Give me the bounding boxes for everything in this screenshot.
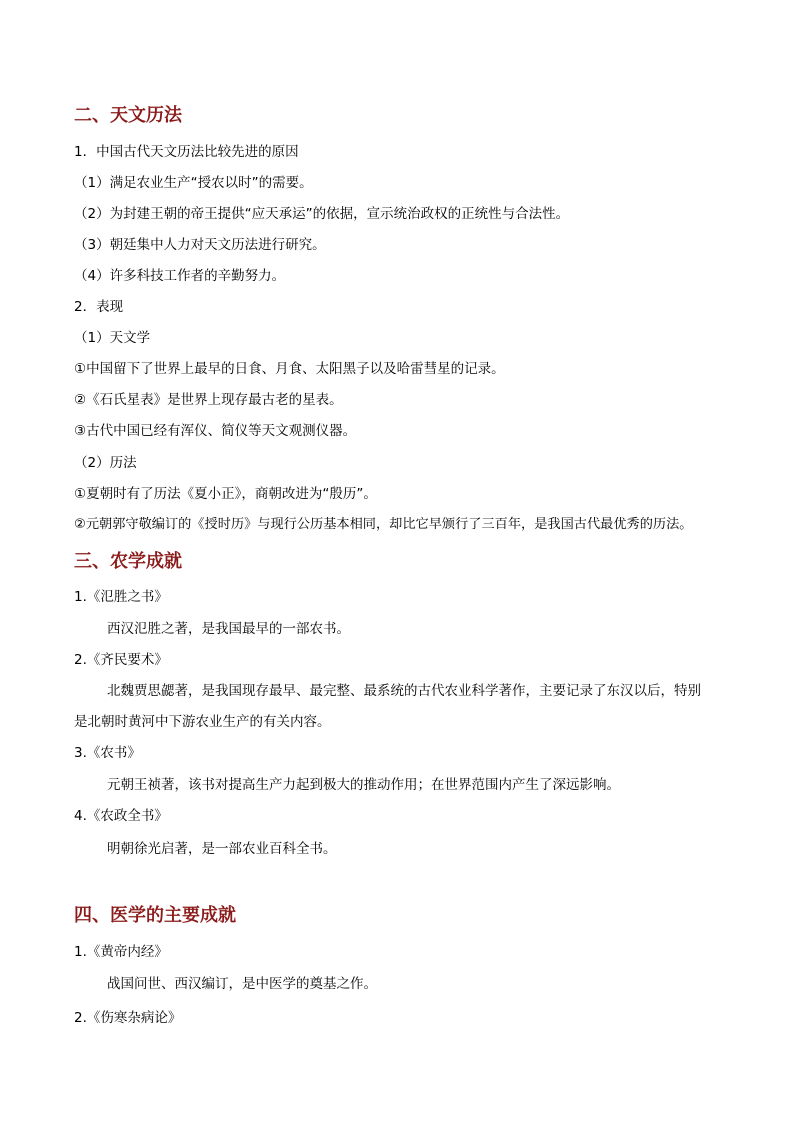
paragraph: 战国问世、西汉编订，是中医学的奠基之作。 <box>107 976 377 992</box>
paragraph: （1）满足农业生产“授农以时”的需要。 <box>74 175 313 191</box>
paragraph: ①中国留下了世界上最早的日食、月食、太阳黑子以及哈雷彗星的记录。 <box>74 361 505 377</box>
book-title: 2.《伤寒杂病论》 <box>74 1010 182 1026</box>
section-heading-astronomy: 二、天文历法 <box>74 105 182 126</box>
section-heading-agriculture: 三、农学成就 <box>74 551 182 572</box>
paragraph: 1．中国古代天文历法比较先进的原因 <box>74 144 299 160</box>
paragraph: ②元朝郭守敬编订的《授时历》与现行公历基本相同，却比它早颁行了三百年，是我国古代最优秀的历法。 <box>74 517 693 532</box>
paragraph: 北魏贾思勰著，是我国现存最早、最完整、最系统的古代农业科学著作，主要记录了东汉以后，特别 <box>107 683 701 699</box>
paragraph: （1）天文学 <box>74 330 151 346</box>
book-title: 3.《农书》 <box>74 745 141 761</box>
paragraph: 西汉氾胜之著，是我国最早的一部农书。 <box>107 621 350 637</box>
paragraph: （2）历法 <box>74 455 137 471</box>
book-title: 1.《黄帝内经》 <box>74 944 168 960</box>
paragraph: ②《石氏星表》是世界上现存最古老的星表。 <box>74 392 343 408</box>
paragraph: 元朝王祯著，该书对提高生产力起到极大的推动作用；在世界范围内产生了深远影响。 <box>107 777 620 793</box>
paragraph: （4）许多科技工作者的辛勤努力。 <box>74 268 286 284</box>
paragraph: ③古代中国已经有浑仪、简仪等天文观测仪器。 <box>74 423 357 439</box>
paragraph: 2．表现 <box>74 299 124 315</box>
paragraph: 明朝徐光启著，是一部农业百科全书。 <box>107 841 337 857</box>
paragraph: 是北朝时黄河中下游农业生产的有关内容。 <box>74 714 331 730</box>
book-title: 4.《农政全书》 <box>74 808 168 824</box>
paragraph: （3）朝廷集中人力对天文历法进行研究。 <box>74 237 326 253</box>
book-title: 2.《齐民要术》 <box>74 652 168 668</box>
paragraph: （2）为封建王朝的帝王提供“应天承运”的依据，宣示统治政权的正统性与合法性。 <box>74 206 570 222</box>
book-title: 1.《氾胜之书》 <box>74 589 168 605</box>
section-heading-medicine: 四、医学的主要成就 <box>74 905 236 926</box>
paragraph: ①夏朝时有了历法《夏小正》，商朝改进为“殷历”。 <box>74 486 377 502</box>
